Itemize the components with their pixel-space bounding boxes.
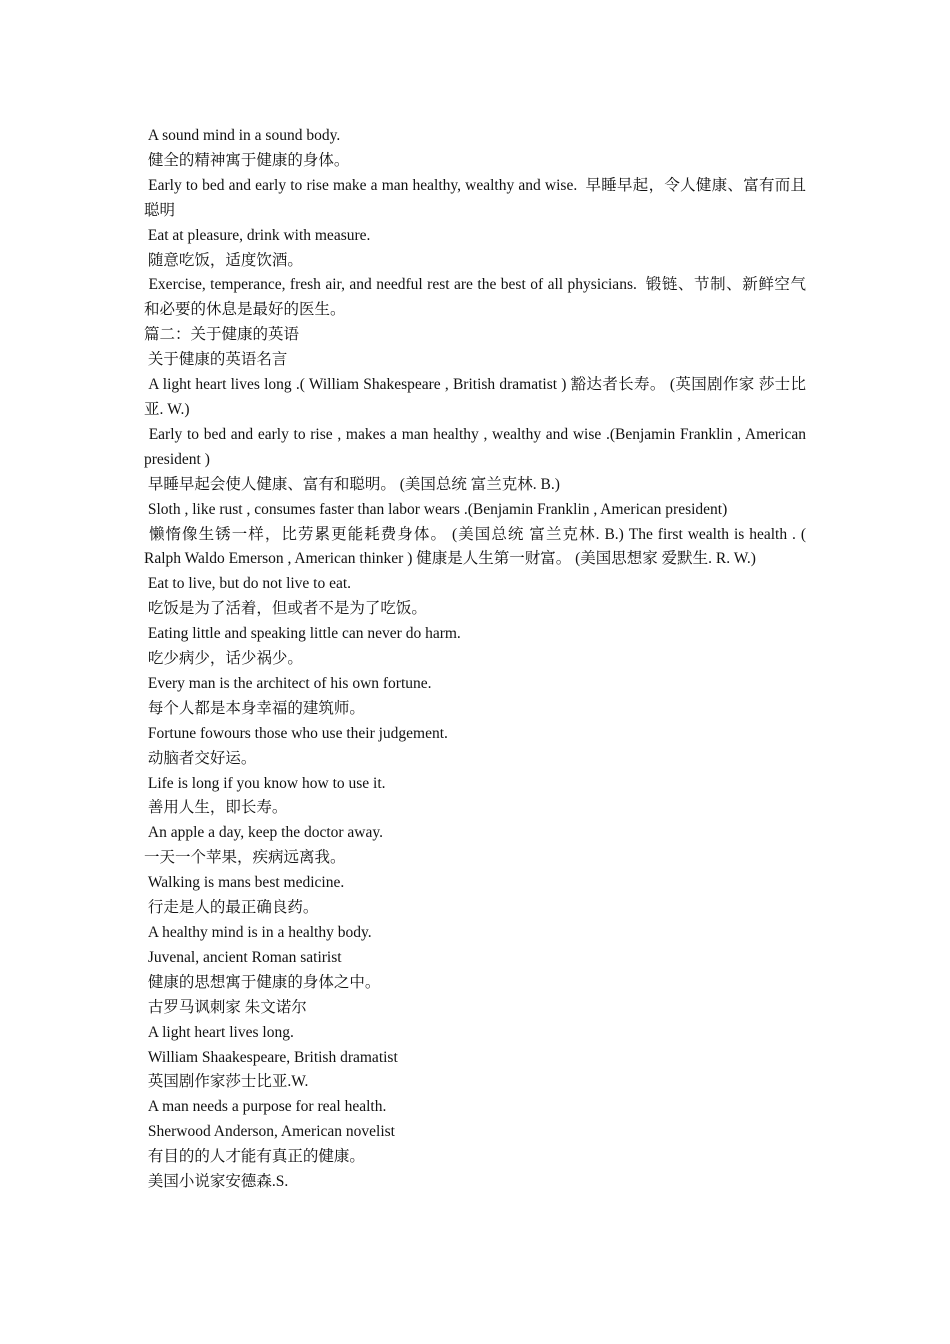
document-page xyxy=(144,124,810,1195)
text-line: 懒惰像生锈一样，比劳累更能耗费身体。 (美国总统 富兰克林. B.) The first wealth is health . ( Ralph Waldo Emerson , American thinker ) 健康是人生第一财富。 (美国思想家 爱默生. R. W.) xyxy=(144,525,810,568)
text-line: A light heart lives long. xyxy=(144,1023,294,1041)
text-line: Early to bed and early to rise , makes a man healthy , wealthy and wise .(Benjamin Franklin , American president ) xyxy=(144,425,810,468)
text-line: 有目的的人才能有真正的健康。 xyxy=(144,1148,365,1166)
text-line: Every man is the architect of his own fortune. xyxy=(144,674,432,692)
text-line: An apple a day, keep the doctor away. xyxy=(144,824,384,842)
section-subheading: 关于健康的英语名言 xyxy=(144,351,288,369)
section-heading: 篇二：关于健康的英语 xyxy=(144,326,300,344)
text-line: A light heart lives long .( William Shakespeare , British dramatist ) 豁达者长寿。 (英国剧作家 莎士比亚. W.) xyxy=(144,376,806,418)
text-line: 英国剧作家莎士比亚.W. xyxy=(144,1073,309,1091)
text-line: Walking is mans best medicine. xyxy=(144,874,345,892)
text-line: 每个人都是本身幸福的建筑师。 xyxy=(144,699,365,717)
text-line: 行走是人的最正确良药。 xyxy=(144,899,319,917)
text-line: Juvenal, ancient Roman satirist xyxy=(144,948,342,966)
text-line: Fortune fowours those who use their judgement. xyxy=(144,724,448,742)
text-line: 吃少病少，话少祸少。 xyxy=(144,650,303,668)
text-line: William Shaakespeare, British dramatist xyxy=(144,1048,398,1066)
text-line: Sloth , like rust , consumes faster than labor wears .(Benjamin Franklin , American president) xyxy=(144,500,728,518)
text-line: 健全的精神寓于健康的身体。 xyxy=(144,151,350,169)
text-line: Eat at pleasure, drink with measure. xyxy=(144,226,371,244)
text-line: 古罗马讽刺家 朱文诺尔 xyxy=(144,998,307,1016)
text-line: 早睡早起会使人健康、富有和聪明。 (美国总统 富兰克林. B.) xyxy=(144,475,560,493)
text-line: Sherwood Anderson, American novelist xyxy=(144,1123,395,1141)
text-line: Exercise, temperance, fresh air, and needful rest are the best of all physicians. 锻链、节制、新鲜空气和必要的休息是最好的医生。 xyxy=(144,276,806,319)
text-line: A man needs a purpose for real health. xyxy=(144,1098,387,1116)
text-line: A healthy mind is in a healthy body. xyxy=(144,924,372,941)
text-line: 美国小说家安德森.S. xyxy=(144,1173,289,1191)
text-line: 健康的思想寓于健康的身体之中。 xyxy=(144,973,381,991)
text-line: 吃饭是为了活着，但或者不是为了吃饭。 xyxy=(144,600,427,618)
text-line: Eat to live, but do not live to eat. xyxy=(144,575,352,593)
text-line: Eating little and speaking little can never do harm. xyxy=(144,625,461,643)
text-line: 随意吃饭，适度饮酒。 xyxy=(144,251,303,269)
text-line: Life is long if you know how to use it. xyxy=(144,774,386,792)
text-line: 一天一个苹果，疾病远离我。 xyxy=(144,849,346,867)
text-line: 动脑者交好运。 xyxy=(144,749,257,767)
text-line: A sound mind in a sound body. xyxy=(144,127,341,144)
text-line: 善用人生，即长寿。 xyxy=(144,799,288,817)
text-line: Early to bed and early to rise make a man healthy, wealthy and wise. 早睡早起，令人健康、富有而且聪明 xyxy=(144,176,807,219)
